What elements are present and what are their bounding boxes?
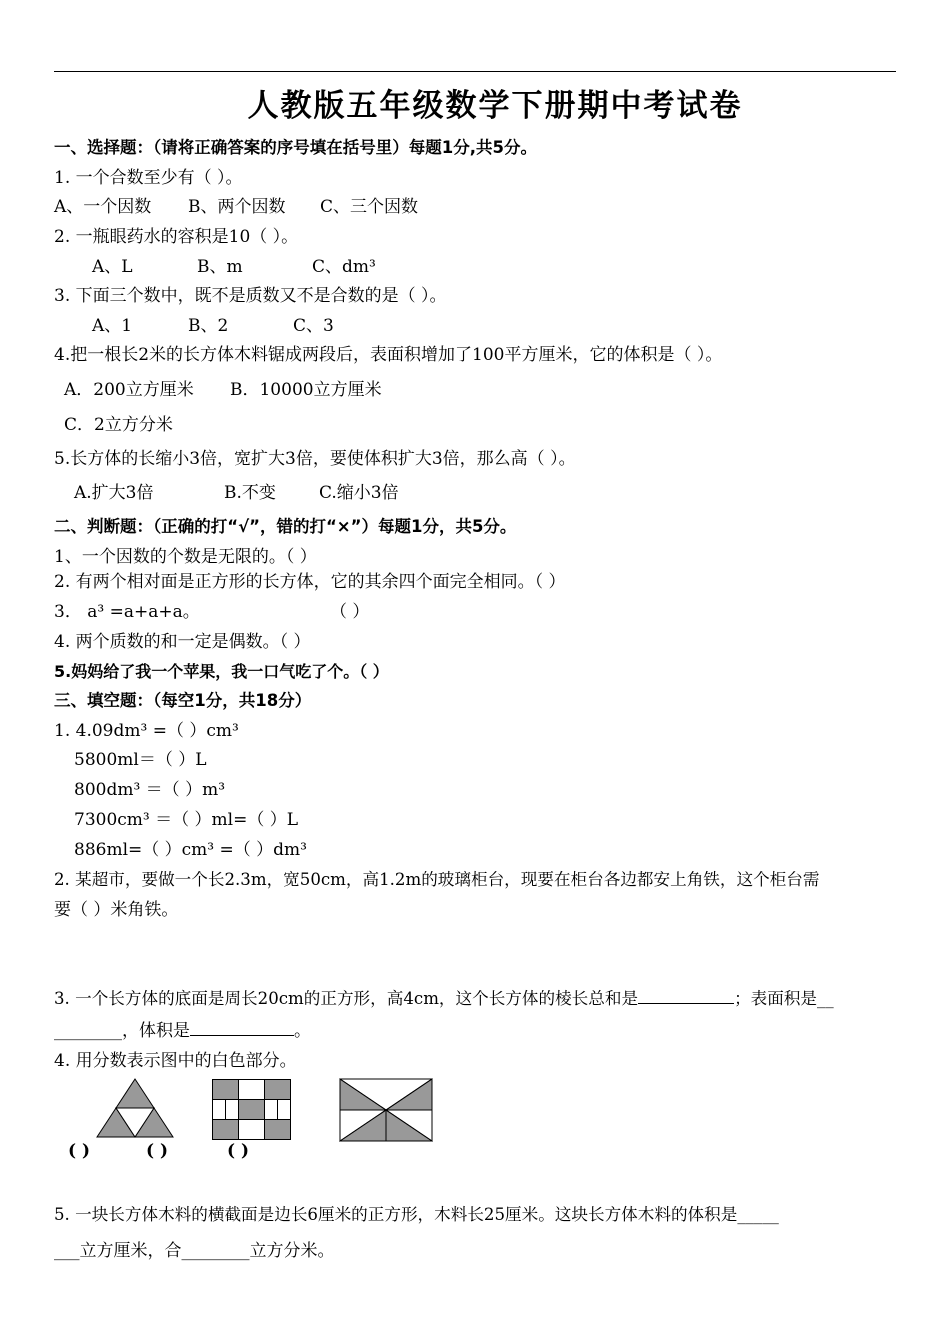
option-c: C、三个因数 <box>320 197 419 217</box>
s3-q1-line-1: 1. 4.09dm³ =（ ）cm³ <box>54 721 239 741</box>
s3-question-2-line-1: 2. 某超市，要做一个长2.3m，宽50cm，高1.2m的玻璃柜台，现要在柜台各边都安上角铁，这个柜台需 <box>54 870 820 889</box>
triangle-shaded-top <box>116 1079 154 1108</box>
grid-cell-white <box>265 1100 278 1120</box>
section-1-heading: 一、选择题：（请将正确答案的序号填在括号里）每题1分,共5分。 <box>54 138 537 157</box>
s1-question-3: 3. 下面三个数中，既不是质数又不是合数的是（ ）。 <box>54 286 447 306</box>
s2-question-2: 2. 有两个相对面是正方形的长方体，它的其余四个面完全相同。（ ） <box>54 572 566 592</box>
grid-cell-shaded <box>265 1120 291 1140</box>
s3-question-2-line-2: 要（ ）米角铁。 <box>54 900 179 920</box>
option-b: B.不变 <box>224 483 276 503</box>
grid-cell-shaded <box>213 1080 239 1100</box>
s1-q4-option-c: C．2立方分米 <box>64 415 173 435</box>
volume-blank <box>190 1021 294 1036</box>
q3-text-a: 3. 一个长方体的底面是周长20cm的正方形，高4cm，这个长方体的棱长总和是 <box>54 989 639 1008</box>
s1-q5-options <box>74 482 399 504</box>
option-a: A、一个因数 <box>54 197 152 217</box>
option-b: B、两个因数 <box>188 197 286 217</box>
section-2-heading: 二、判断题：（正确的打“√”，错的打“×”）每题1分，共5分。 <box>54 517 517 536</box>
s1-q2-options <box>92 256 376 278</box>
edge-sum-blank <box>638 989 734 1004</box>
grid-cell-white <box>226 1100 239 1120</box>
option-a: A．200立方厘米 <box>64 380 194 400</box>
grid-figure <box>212 1079 292 1141</box>
answer-paren-1: ( ) <box>68 1141 91 1161</box>
top-rule <box>54 71 896 72</box>
s1-question-2: 2. 一瓶眼药水的容积是10（ ）。 <box>54 227 299 247</box>
grid-cell-white <box>239 1080 265 1100</box>
s3-q1-line-5: 886ml=（ ）cm³ =（ ）dm³ <box>74 840 307 860</box>
s1-question-5: 5.长方体的长缩小3倍，宽扩大3倍，要使体积扩大3倍，那么高（ ）。 <box>54 449 576 469</box>
s3-q1-line-2: 5800ml＝（ ）L <box>74 750 207 770</box>
option-a: A、L <box>92 257 133 277</box>
q3-text-b1: ________，体积是 <box>54 1021 190 1041</box>
option-a: A.扩大3倍 <box>74 483 154 503</box>
s3-q1-line-3: 800dm³ ＝（ ）m³ <box>74 780 226 800</box>
answer-paren-3: ( ) <box>227 1141 250 1161</box>
grid-cell-shaded <box>213 1120 239 1140</box>
s2-question-1: 1、一个因数的个数是无限的。（ ） <box>54 547 317 567</box>
s3-question-3-line-1 <box>54 988 834 1010</box>
s2-question-4: 4. 两个质数的和一定是偶数。（ ） <box>54 632 311 652</box>
s1-q1-options <box>54 196 418 218</box>
s3-question-5-line-1: 5. 一块长方体木料的横截面是边长6厘米的正方形，木料长25厘米。这块长方体木料的体积是_____ <box>54 1205 779 1224</box>
rectangle-figure <box>339 1078 433 1142</box>
page-title: 人教版五年级数学下册期中考试卷 <box>247 88 743 124</box>
grid-cell-shaded <box>239 1100 265 1120</box>
s2-question-5: 5.妈妈给了我一个苹果，我一口气吃了个。（ ） <box>54 662 389 681</box>
option-c: C、3 <box>293 316 334 336</box>
section-3-heading: 三、填空题：（每空1分，共18分） <box>54 691 312 710</box>
option-c: C.缩小3倍 <box>319 483 399 503</box>
option-c: C、dm³ <box>312 257 376 277</box>
s1-q3-options <box>92 315 334 337</box>
option-b: B．10000立方厘米 <box>230 380 382 400</box>
triangle-figure <box>96 1078 174 1138</box>
option-b: B、2 <box>188 316 229 336</box>
grid-cell-white <box>239 1120 265 1140</box>
s3-q1-line-4: 7300cm³ ＝（ ）ml=（ ）L <box>74 810 299 830</box>
s3-question-3-line-2 <box>54 1020 311 1042</box>
q3-text-a2: ；表面积是__ <box>734 989 834 1008</box>
option-b: B、m <box>197 257 243 277</box>
s1-question-1: 1. 一个合数至少有（ ）。 <box>54 168 243 188</box>
s3-question-4: 4. 用分数表示图中的白色部分。 <box>54 1051 297 1071</box>
grid-cell-white <box>213 1100 226 1120</box>
q3-text-b2: 。 <box>294 1021 311 1041</box>
grid-cell-shaded <box>265 1080 291 1100</box>
s1-q4-options <box>64 379 382 401</box>
s2-question-3: 3． a³ =a+a+a。 <box>54 602 200 622</box>
grid-cell-white <box>278 1100 291 1120</box>
answer-paren-2: ( ) <box>146 1141 169 1161</box>
option-a: A、1 <box>92 316 133 336</box>
s1-question-4: 4.把一根长2米的长方体木料锯成两段后，表面积增加了100平方厘米，它的体积是（ ）。 <box>54 345 723 365</box>
s3-question-5-line-2: ___立方厘米，合________立方分米。 <box>54 1241 335 1261</box>
s2-q3-answer-paren: （ ） <box>330 602 370 622</box>
